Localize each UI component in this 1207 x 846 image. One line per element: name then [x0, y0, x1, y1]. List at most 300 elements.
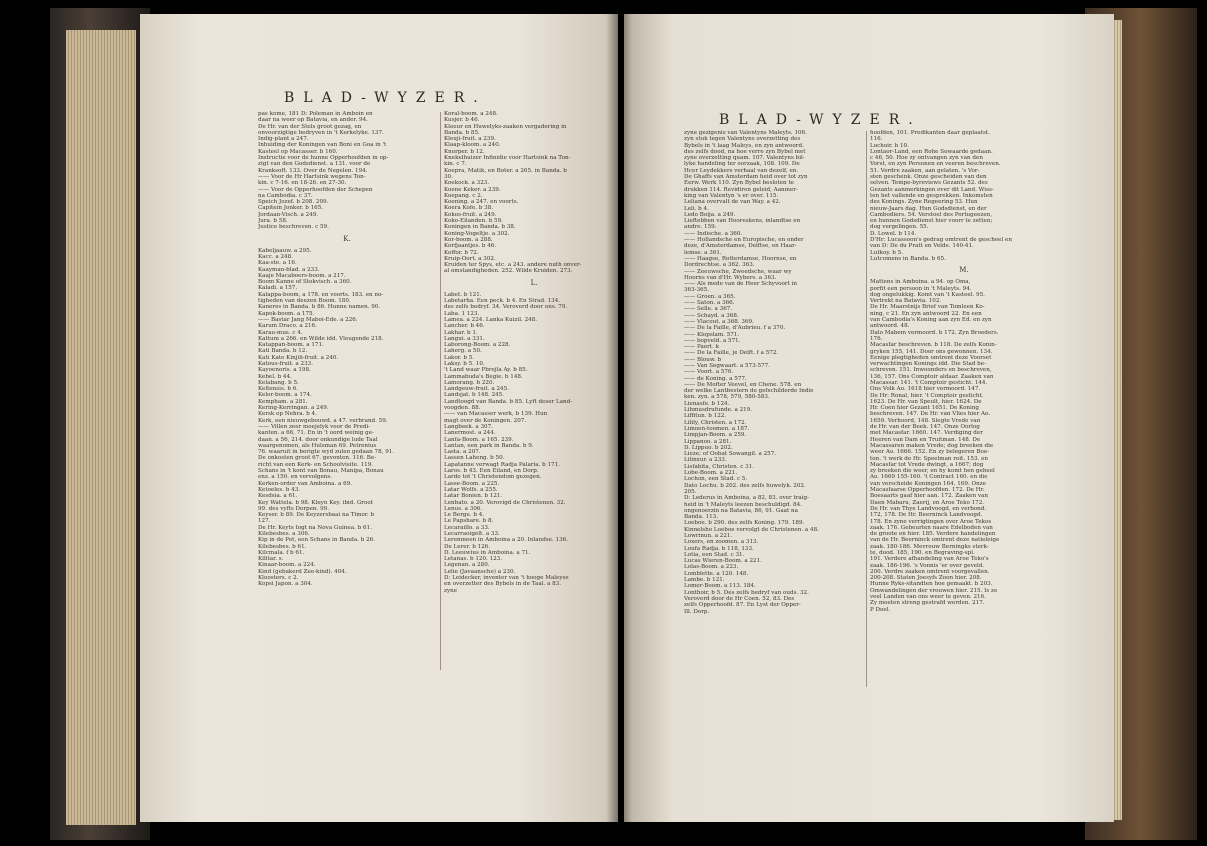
index-entry: Banda. b 85.: [444, 129, 480, 136]
index-entry: Lenbato. a 20. Verovigd de Christenen. 32.: [444, 499, 566, 506]
index-entry: —— Van Segwaart. a 573-577.: [684, 362, 771, 369]
index-entry: Macasfar tot Vrede dwingt, a 1667; dog: [870, 461, 984, 468]
index-entry: Dalo Mabem vermoord. b 172. Zyn Broeders.: [870, 329, 999, 336]
index-entry: Kabeljaauw. a 295.: [258, 247, 312, 254]
index-entry: Macassaren maken Vrede; dog breeken die: [870, 442, 994, 449]
index-entry: gryken 155, 141. Door ons gewonnen. 134.: [870, 348, 993, 355]
index-entry: enz. a 150. en vervolgens.: [258, 474, 333, 481]
index-entry: 178. En zyne verrigtingen over Aroe Tekos: [870, 518, 992, 525]
index-entry: —— Haagse, Rotterdamse, Hoornse, en: [684, 255, 797, 262]
index-entry: Lomer-Boom. a 113. 184.: [684, 583, 756, 590]
index-entry: en hunnen Godsdienst hier voorr te zetten;: [870, 218, 993, 225]
index-entry: Loxers, en zoomen. a 313.: [684, 539, 759, 546]
index-entry: —— Groen. a 365.: [684, 293, 736, 300]
index-entry: Lamea. a 224. Lanka Kuizil. 248.: [444, 316, 538, 323]
index-entry: Capitein Jonker. b 165.: [258, 205, 324, 212]
index-entry: Ons Volk Ao. 1618 hier vermoord. 147.: [870, 386, 981, 393]
index-entry: Katous-fruit. a 233.: [258, 360, 314, 367]
index-entry: —— Blouw. b: [684, 356, 722, 363]
index-entry: Koepra, Matik, en Boter. a 265. in Banda. b: [444, 167, 567, 174]
index-entry: tigheden van deezen Boom. 180.: [258, 298, 351, 305]
index-entry: 76. waaruit in berigte wyd zulen gedaan 78, 91.: [258, 449, 395, 456]
index-entry: —— Vlacout. a 368. 369.: [684, 318, 754, 325]
index-entry: kin. c 7-16. en 18-26. en 27-30.: [258, 180, 347, 187]
index-entry: zelfs Opperhoofd. 87. En Lyst der Opper-: [684, 602, 801, 609]
index-entry: deze, d'Amsterdamse, Delftse, en Haar-: [684, 243, 797, 250]
index-entry: —— Klopslam. 571.: [684, 331, 740, 338]
index-entry: Dato Lochu. b 202. des zelfs huwelyk. 202.: [684, 482, 806, 489]
index-entry: De Hr: Ronal, hier. 't Comptoir gesticht.: [870, 392, 984, 399]
index-entry: Macasfaarse Opperhoofden. 172. De Hr.: [870, 487, 985, 494]
index-entry: —— Selle. a 367.: [684, 306, 733, 313]
index-entry: Knorper. b 12.: [444, 148, 485, 155]
index-entry: Indig-plant a 247.: [258, 136, 309, 143]
index-entry: met Macasfar. 1660. 147. Verdiging der: [870, 430, 983, 437]
index-entry: Bybels in 't laag Maleys, en zyn antwoord.: [684, 142, 804, 149]
index-entry: Vorst, en zyn Personen en veeren beschreven.: [870, 161, 1001, 168]
index-entry: Kelor-boom. a 174.: [258, 392, 312, 399]
index-entry: Koera Kofe. b 38.: [444, 205, 494, 212]
index-entry: Laborong-Boom. a 228.: [444, 342, 511, 349]
index-entry: porfit een persoon in 't Maleyts. 94.: [870, 285, 972, 292]
right-page-header: BLAD-WYZER.: [719, 112, 922, 128]
index-entry: Kilcmala. f b 61.: [258, 549, 305, 556]
index-letter-heading: M.: [959, 266, 969, 275]
index-entry: des Konings. Zyne Regeering 53. Hun: [870, 199, 978, 206]
index-entry: Laherg. a 50.: [444, 348, 482, 355]
index-entry: Speich Jozef. b 208. 209.: [258, 199, 329, 206]
index-entry: Latar Wolfs. a 255.: [444, 486, 498, 493]
index-entry: Katappan-boom. a 171.: [258, 342, 324, 349]
index-entry: Lowrinun. a 221.: [684, 533, 733, 539]
index-entry: andre. 159.: [684, 224, 717, 231]
index-entry: De Hr. van Thye Landvoogd, en verbond.: [870, 505, 987, 512]
index-entry: Kind (gebakerd Zee-kind). 404.: [258, 568, 347, 575]
index-entry: De Hr. Keyts togt na Nova Guinea. b 61.: [258, 524, 372, 531]
index-entry: ning, c 21. En zyn antwoord 22. En een: [870, 310, 982, 317]
index-entry: Lienasfe. b 124.: [684, 400, 730, 407]
index-entry: weer Ao. 1666. 152. En zy belegeren Boe-: [870, 449, 990, 456]
index-entry: Leli. b 4.: [684, 205, 709, 212]
index-entry: Inhuiding der Koningen van Boni en Goa in 't: [258, 142, 387, 149]
index-entry: zyne: [444, 587, 458, 594]
index-entry: 127.: [258, 518, 271, 525]
index-entry: Landgeuw-fruit. a 245.: [444, 386, 509, 393]
index-entry: —— De la Faille, d'Aubrieu. f a 370.: [684, 325, 786, 332]
index-entry: Hoorns van d'Hr. Wybers. a 363.: [684, 274, 777, 281]
index-entry: D'Hr: Lucassoon's gedrag omtrent de gescheel en: [870, 237, 1012, 244]
index-entry: kin. c 7.: [444, 161, 467, 168]
index-entry: Lakhar. b 1.: [444, 329, 478, 336]
index-entry: 363-365.: [684, 287, 710, 294]
left-page: [140, 14, 618, 822]
index-entry: Koningen in Banda. b 38.: [444, 224, 516, 231]
index-entry: Lantan, een park in Banda. b 9.: [444, 442, 534, 449]
index-entry: Landsjat. b 148. 245.: [444, 392, 505, 399]
index-entry: voogden. 88.: [444, 405, 481, 412]
index-entry: der welke Lantbestern de gefschilderde Indie: [684, 388, 814, 395]
index-entry: Zy moeten streng gestrafd werden. 217.: [870, 600, 985, 607]
index-entry: onvoorzigtige bedryven in 't Kerkelyke. 137.: [258, 129, 384, 136]
index-entry: zaak. 186-196. 's Vonnis 'er over geveld.: [870, 562, 985, 569]
index-entry: De Hr. van der Stels groot gezag, en: [258, 123, 362, 130]
index-entry: verwachtingen Konings idd. Die Stad be-: [870, 361, 986, 368]
index-entry: de groote en hier. 185. Verdere handelingen: [870, 531, 996, 538]
index-entry: Kokos-fruit. a 249.: [444, 211, 497, 218]
index-entry: Veroverd door de Hr Coen. 52, 83. Des: [684, 595, 795, 602]
index-entry: Kaladi. a 157.: [258, 285, 298, 292]
index-letter-heading: L.: [530, 278, 538, 287]
index-entry: —— de Koning. a 577.: [684, 375, 747, 382]
index-entry: zyne overzetting quam. 107. Valentyns bil-: [684, 155, 805, 162]
index-entry: Lerenmeen in Amboina a 20. Inlandse. 136.: [444, 537, 568, 544]
index-entry: Kerk, een nieuwgebouwd. a 47. verbrand. 59.: [258, 417, 388, 424]
index-entry: waargenomen, als Hulsman 69. Petrenius: [258, 442, 377, 449]
index-entry: nieuw-Jaars dag. Hun Godsdienst, en der: [870, 205, 987, 212]
index-entry: te, dood. 185, 190. en Begraving-spl.: [870, 550, 975, 556]
index-entry: heid in 't Maleyts leezen beschuldigd. 84.: [684, 501, 802, 508]
index-entry: Vertrekt na Batavia. 102.: [870, 298, 942, 305]
index-entry: c 46, 50. Hoe zy ontvangen zyn van den: [870, 155, 983, 162]
index-entry: dog vergelingen. 55.: [870, 224, 929, 231]
index-entry: Hr. Coen hier Gezant 1651. De Koning: [870, 405, 980, 412]
index-entry: Laba. 1 123.: [444, 310, 480, 317]
index-entry: beschreven. 147. De Hr. van Vlies hier Ao.: [870, 411, 991, 418]
index-entry: hoofden, 101. Predikanten daar geplaatst.: [870, 130, 990, 136]
index-entry: 30.: [444, 173, 453, 180]
index-entry: 1623. De Hr. van Speult, hier. 1624. De: [870, 398, 982, 405]
index-entry: —— Schayd. a 368.: [684, 312, 739, 319]
index-entry: lemse. a 361.: [684, 249, 722, 256]
index-entry: pas kome, 181 D: Poleman in Amboin en: [258, 111, 373, 117]
index-entry: Kelabang. b 5.: [258, 379, 299, 386]
index-entry: Kilebesbes. b 61.: [258, 543, 307, 550]
index-entry: van Cambodia's Koning aan zyn Ed. en zyn: [870, 317, 992, 324]
index-entry: D. Lippuo. b 202.: [684, 444, 733, 451]
index-entry: —— Zeeuwsche, Zweedsche, waar wy: [684, 268, 792, 275]
index-entry: —— Paert. k: [684, 344, 719, 351]
index-entry: Lihmusdrufunde. a 219.: [684, 407, 753, 414]
index-entry: Koekock. a 323.: [444, 180, 490, 187]
index-entry: Latar Bonien. b 121.: [444, 493, 503, 500]
index-entry: Leliana overvalt de van Way. a 42.: [684, 199, 781, 206]
index-entry: Kilebesbes. a 306.: [258, 531, 310, 537]
index-entry: Ill. Dorp.: [684, 608, 710, 615]
index-entry: selven. Tempe-byreviews Gezants 52. des: [870, 180, 988, 187]
index-entry: Lotia, een Stad. c 31.: [684, 551, 745, 558]
index-entry: Limpjan-Boom. a 259.: [684, 432, 747, 439]
index-entry: —— Villen zeer moejelyk voor de Predi-: [258, 423, 371, 430]
left-column-rule: [440, 112, 441, 670]
index-entry: veel Landen van ons weer te geven. 216.: [870, 594, 986, 601]
index-entry: 191. Verdere afhandeling van Aroe Teko's: [870, 556, 989, 563]
index-entry: en overzetter des Bybels in de Taal. a 83.: [444, 581, 562, 588]
index-entry: Koffor. b 72.: [444, 249, 479, 256]
index-entry: richt van een Kerk- en Schoolvisite. 119.: [258, 461, 374, 468]
index-entry: Kerken-order van Amboina. a 69.: [258, 480, 353, 487]
index-entry: 1659. Verhoord, 148. Slegte Vrede van: [870, 417, 981, 424]
index-entry: Laros. b 43. Een Eiland, en Dorp.: [444, 468, 539, 475]
index-entry: kanten. a 66, 71. En in 't oord weinig ge-: [258, 430, 374, 437]
index-entry: Kacc. a 248.: [258, 253, 293, 260]
index-entry: Lapatanne verwagt Radja Palaria. b 171.: [444, 461, 560, 468]
index-entry: Macasfar beschreven. b 118. De zelfs Konin-: [870, 342, 997, 349]
index-entry: Knekelhuizer Infinidie voor Hartsink na Ton-: [444, 155, 571, 162]
index-entry: Boesaarts gaaf hier aan. 172. Zaaken van: [870, 493, 988, 500]
index-entry: —— Voor de Hr Hartsink wegens Ton-: [258, 173, 366, 180]
index-entry: Omwandelingen der vrouwen hier. 215. Is ze: [870, 587, 998, 594]
index-entry: —— De la Faille, je Delft. f a 572.: [684, 350, 779, 357]
index-entry: Koral-boom. a 248.: [444, 111, 498, 117]
index-entry: Karum Draco. a 216.: [258, 323, 317, 330]
index-entry: Macassar. 141. 't Comptoir gesticht. 144.: [870, 379, 988, 386]
index-entry: zaak. 176. Gebeurten naare Edelboden van: [870, 524, 993, 531]
right-page-column-1: [684, 130, 862, 690]
index-entry: 176.: [870, 335, 883, 342]
index-entry: Justice beschreven. c 59.: [258, 224, 329, 231]
index-entry: D: Leidecker, inventer van 't hooge Maleyse: [444, 575, 569, 582]
index-entry: Lardo tot 't Christendom gezegen.: [444, 474, 542, 481]
index-entry: Koening. a 247. en voorts.: [444, 199, 519, 206]
index-entry: zyne gezigenis van Valentyns Maleyts. 106.: [684, 130, 807, 136]
index-entry: Kleeur en Huwelyks-zaaken vergadering in: [444, 123, 567, 130]
page-edges-left: [66, 30, 136, 825]
index-entry: 51. Verdre zaaken, aan gelaten. 's Vor-: [870, 167, 980, 174]
index-entry: Kebel. b 44.: [258, 373, 292, 380]
index-entry: Eenige plegtigheden omtrent deze Voorset: [870, 354, 992, 361]
index-entry: Lecarraoigelt. a 33.: [444, 531, 500, 537]
right-page-column-2: [870, 130, 1058, 690]
index-entry: P Doel.: [870, 606, 891, 613]
index-entry: Kattum a 266. en Wilde idd. Vleugende 218.: [258, 335, 384, 342]
index-entry: Limoen-toomen. a 187.: [684, 425, 750, 432]
index-entry: 205.: [684, 488, 697, 495]
index-entry: schreven. 151. Inwoonders en beschreven,: [870, 367, 992, 374]
index-entry: Lecaraillo. a 33.: [444, 524, 490, 531]
index-entry: daan. a 56, 214. door onkundige lude Taal: [258, 436, 378, 443]
index-entry: 't Land waar Pbrejla Ay. b 85.: [444, 367, 528, 374]
book-gutter: [606, 14, 632, 822]
index-entry: —— Voor de Opperhoofden der Schepen: [258, 186, 373, 193]
index-entry: zyn stuk tegen Valentyns overzetting des: [684, 136, 801, 143]
index-entry: Loufa Radja. b 118, 133.: [684, 545, 754, 552]
index-letter-heading: K.: [343, 234, 351, 243]
index-entry: Lancher. b 46.: [444, 323, 485, 330]
index-entry: Le Papshare. b 8.: [444, 518, 494, 525]
index-entry: Labet. b 121.: [444, 291, 482, 298]
index-entry: Eerw. Werk 110. Zyn Bybel besloten te: [684, 180, 794, 187]
index-entry: Kersk op Nehra. b 4.: [258, 411, 317, 418]
index-entry: zaak. 180-186. Mevrouw Berningks sterk-: [870, 543, 989, 550]
index-entry: zy breeken die weer, en hy komt hen geheel: [870, 468, 995, 475]
index-entry: Mattens in Amboina. a 94. op Oma,: [870, 279, 971, 286]
index-entry: Kinnelsho Loeboe vervolgt de Christenen. a 48.: [684, 526, 819, 533]
index-entry: ken. zyn. a 578, 579, 580-583.: [684, 394, 770, 401]
index-entry: antwoord. 48.: [870, 323, 910, 330]
index-entry: Boom Kanne of Stokvisch. a 360.: [258, 279, 352, 286]
index-entry: —— van Macasser werk, b 139. Hun: [444, 411, 548, 418]
index-entry: Klaap-kloom. a 240.: [444, 142, 501, 149]
index-entry: 200-208. Staten Joesyfs Zoon hier. 208.: [870, 575, 982, 582]
index-entry: des zelfs dood, na hoe verre zyn Bybel met: [684, 148, 806, 155]
index-entry: Daen Mabaru, Zaerij, en Aroe Teko 172.: [870, 499, 985, 506]
index-entry: zigt van den Godsdienst. a 131. voor de: [258, 161, 371, 168]
index-entry: Lanermost. a 244.: [444, 430, 496, 437]
index-entry: Instructie voor de hunne Opperhoofden in op-: [258, 155, 389, 162]
index-entry: Lieze; of Oobat Sowangil. a 257.: [684, 451, 777, 458]
index-entry: Ao. 1669 155-160. 't Contract 160. en die: [870, 474, 988, 481]
index-entry: Lakor. b 5.: [444, 354, 475, 361]
index-entry: Keltensis. b 6.: [258, 386, 299, 393]
index-entry: Koko-Eilanden. b 59.: [444, 218, 503, 225]
index-entry: Lomblette. a 120. 148.: [684, 570, 749, 577]
index-entry: Jura. b 58.: [258, 218, 288, 225]
index-entry: —— Bastar Jang Maboi-Ede. a 226.: [258, 316, 358, 323]
index-entry: lyke handeling ter oorzaak, 108. 109. De: [684, 161, 800, 168]
index-entry: Kloosters. c 2.: [258, 575, 299, 582]
index-entry: Lanfa-Boom. a 165. 239.: [444, 436, 514, 443]
index-entry: Lambe. b 121.: [684, 577, 725, 584]
index-entry: Kip in de Pot, een Schans in Banda. b 26.: [258, 537, 375, 544]
index-entry: —— Hollandsche en Europische, en onder: [684, 237, 804, 244]
index-entry: Dordrechtse. a 362. 363.: [684, 262, 755, 269]
index-entry: Lilily, Christen. a 172.: [684, 419, 747, 426]
index-entry: Lolas-Boom. a 223.: [684, 564, 739, 571]
index-entry: Koene Keker. a 239.: [444, 186, 501, 193]
index-entry: De Ghaffs van Amsterdam heid over tot zyn: [684, 174, 808, 181]
index-entry: Lammabuda's Begie. b 148.: [444, 373, 523, 380]
index-entry: Lieftebben van Hooreskens, inlandtse en: [684, 218, 801, 225]
index-entry: Hcer Leydekkers verhaal van dezelf, en.: [684, 167, 799, 174]
index-entry: Kayoenoris. a 198.: [258, 367, 311, 374]
index-entry: magt over de Koningen. 207.: [444, 417, 527, 424]
index-entry: Kati Kate Kinjili-fruit. a 240.: [258, 354, 339, 361]
index-entry: Kleuji-fruit. a 239.: [444, 136, 496, 143]
index-entry: —— Als mede van de Heer Schyvoort in: [684, 281, 797, 288]
index-entry: —— De Mofter Veevel, en Chene. 578. en: [684, 381, 802, 388]
index-entry: Lonthoir, b 5. Des zelfs bedryf van ouds. 32.: [684, 589, 809, 596]
left-page-column-2: [444, 111, 624, 671]
index-entry: D. Lowel. b 114.: [870, 230, 917, 237]
index-entry: Loeboe. b 290. des zelfs Koning. 179. 189.: [684, 520, 805, 527]
index-entry: Laksy. b 5. 10.: [444, 360, 485, 367]
index-entry: Kaayman-blad. a 233.: [258, 266, 320, 273]
index-entry: De onkosten groot 67. gevonten. 116. Be-: [258, 455, 377, 462]
index-entry: king van Valentyn 's er over. 115.: [684, 192, 779, 199]
index-entry: ongenoerzin na Batavia, 86, 91. Gaat na: [684, 507, 798, 514]
index-entry: Jordaan-Visch. a 249.: [258, 211, 319, 218]
index-entry: —— Saton. a 366.: [684, 300, 735, 307]
index-entry: Kopsi Japon. a 304.: [258, 581, 313, 588]
index-entry: van D: De du Pratt en Velde. 140-41.: [870, 243, 974, 250]
index-entry: Lucas Wieren-Boom. a 221.: [684, 558, 762, 565]
index-entry: drukken 114. Revidiren geleid, Aanmer-: [684, 186, 798, 193]
index-entry: Heeren van Dam en Truitman. 148. De: [870, 436, 981, 443]
index-entry: Kapok-boom. a 175.: [258, 310, 315, 317]
index-entry: Kusjer. b 46.: [444, 117, 480, 124]
index-entry: Lochoir. b 10.: [870, 142, 909, 149]
index-entry: Lassen Laheng. b 50.: [444, 455, 505, 462]
index-entry: Lutkoy. b 5.: [870, 249, 903, 256]
index-entry: —— Voort. a 576.: [684, 369, 734, 376]
index-entry: Legenan. a 280.: [444, 562, 490, 569]
index-entry: Koepang. c 2.: [444, 192, 483, 199]
index-entry: dog ongelukkig. Komt van 't Kasteel. 95.: [870, 291, 985, 298]
index-entry: Lamorang. b 220.: [444, 379, 495, 386]
index-entry: De Hr. Maarstnijs Brief van Tomleen Ko-: [870, 304, 985, 311]
index-entry: Le Berge. b 4.: [444, 512, 485, 519]
index-entry: Landtoogd van Banda. b 85. Lyft deser Land-: [444, 398, 573, 405]
index-entry: al omstandigheden. 252. Wilde Kruiden. 273.: [444, 268, 573, 275]
index-entry: daar na weer op Batavia, en ander. 94.: [258, 117, 368, 124]
index-entry: Schans in 't kont van Bonau, Manipa, Bonau: [258, 468, 384, 475]
index-entry: Karau-mus. c 4.: [258, 329, 303, 336]
index-entry: Key Wattela. b 98. Kleyn Key. ibid. Groot: [258, 499, 373, 506]
index-entry: —— bopveld. a 571.: [684, 337, 741, 344]
index-entry: De Lerer. b 126.: [444, 543, 491, 550]
index-entry: Banda. 113.: [684, 514, 718, 521]
index-entry: van verscheide Koningen 164, 169. Onze: [870, 480, 986, 487]
index-entry: Kasteel op Macasser. b 160.: [258, 148, 338, 155]
index-entry: Kilitar. s.: [258, 556, 284, 563]
index-entry: D. Leeuwius in Amboina. a 71.: [444, 549, 531, 556]
index-entry: Koning-Vogeltje. a 302.: [444, 230, 510, 237]
index-entry: na Cambodia. c 37.: [258, 192, 313, 199]
right-page: [624, 14, 1114, 822]
index-entry: Kinaar-boom. a 224.: [258, 562, 316, 569]
right-column-rule: [866, 131, 867, 687]
index-entry: Hunne Ryks-sitandten hoe gemaakt. b 203.: [870, 581, 993, 588]
index-entry: Lutcomens in Banda. b 65.: [870, 255, 946, 262]
index-entry: Lisfabita, Christen. c 31.: [684, 463, 755, 470]
index-entry: des zelfs bedryf. 34. Veroverd door ons. 79.: [444, 304, 568, 311]
index-entry: Lochon, een Stad. c 5.: [684, 476, 748, 483]
index-entry: Kalappa-boom, a 178. en voorts. 183. en no-: [258, 291, 384, 298]
index-entry: Kranksoft. 133. Over de Negelen. 194.: [258, 167, 368, 174]
index-entry: 172, 178. De Hr. Beerninck Landvoogd.: [870, 512, 983, 519]
index-entry: Cambodiers. 54. Verstoel des Portugeezen,: [870, 211, 993, 218]
index-entry: Kruip-Oort. a 302.: [444, 255, 496, 262]
index-entry: Kor-boom. a 288.: [444, 236, 493, 243]
index-entry: 136, 157. Ons Comptoir aldaar. Zaaken van: [870, 373, 994, 380]
index-entry: Lilinxur. a 233.: [684, 457, 727, 464]
index-entry: de Hr. van der Beek. 147. Onze Oorlog: [870, 424, 980, 431]
index-entry: Lasta. a 207.: [444, 449, 481, 456]
index-entry: Ledo Boija. a 249.: [684, 211, 736, 218]
index-entry: ton. 't werk de Hr. Speelman reit. 153. en: [870, 455, 989, 462]
index-entry: Lenus. a 306.: [444, 505, 483, 512]
index-entry: sten geschenk. Onze gescheiden van den: [870, 174, 987, 181]
index-entry: Kaa-ste. a 16.: [258, 260, 297, 267]
index-entry: ten het vallende en gesprekken. Inkomsten: [870, 192, 993, 199]
index-entry: Langbeek. a 307.: [444, 423, 493, 430]
index-entry: Keyser. b 89. De Keyzersbaai na Timor. b: [258, 512, 375, 519]
index-entry: 99. des vyfts Dorpen. 99.: [258, 505, 329, 512]
index-entry: van de Hr. Beerninck omtrent deze natieleige: [870, 537, 1000, 544]
index-entry: Lasse-Boom. a 225.: [444, 480, 500, 487]
left-page-header: BLAD-WYZER.: [284, 90, 487, 106]
index-entry: Labetarha. Een peck. b 4. En Strad. 134.: [444, 298, 561, 305]
index-entry: Lelie (Javaansche) a 230.: [444, 568, 516, 575]
index-entry: Korfjaantjes. b 46.: [444, 243, 497, 250]
index-entry: —— Indische. a 360.: [684, 230, 743, 237]
left-page-column-1: [258, 111, 436, 671]
index-entry: Letanas. b 120. 123.: [444, 556, 503, 563]
index-entry: Kaaje Macaboers-boom. a 217.: [258, 272, 346, 279]
index-entry: Langui. a 331.: [444, 335, 485, 342]
index-entry: D: Lederus in Amboina, a 82, 83. over traig-: [684, 495, 810, 502]
index-entry: Kruiden ter Spys, etc. a 243. andere nuth onver-: [444, 262, 582, 269]
